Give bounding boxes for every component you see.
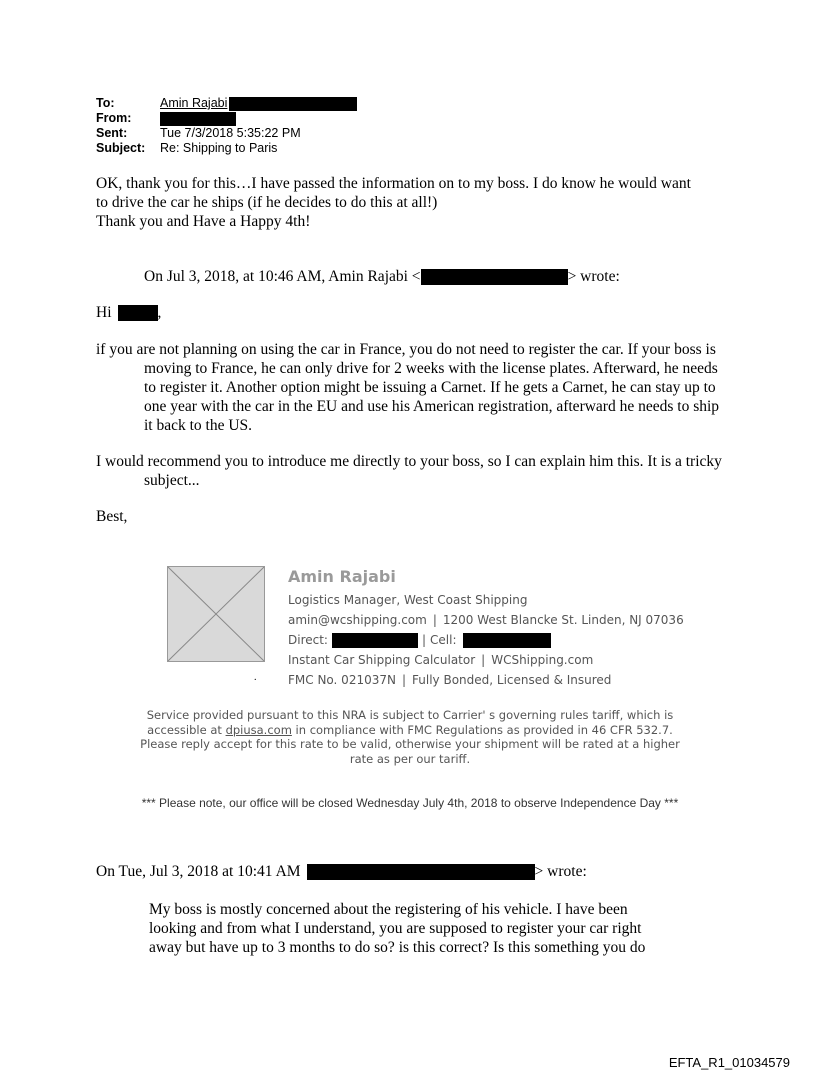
greeting-redaction (118, 305, 158, 321)
fmc-number: FMC No. 021037N (288, 673, 396, 687)
quote2-intro-suffix: > wrote: (534, 863, 587, 880)
to-label: To: (96, 96, 115, 110)
quote1-intro-prefix: On Jul 3, 2018, at 10:46 AM, Amin Rajabi < (144, 268, 421, 285)
reply-line-2: to drive the car he ships (if he decides to do this at all!) (96, 194, 438, 211)
document-id: EFTA_R1_01034579 (668, 1055, 790, 1070)
signature-contact (288, 610, 684, 630)
quote1-paragraph-1: if you are not planning on using the car in France, you do not need to register the car. If your boss is moving to France, he can only drive for 2 weeks with the license plates. Afterward, he needs to register it. Another option might be issuing a Carnet. If he gets a Carnet, he can stay up to one year with the car in the EU and use his American registration, afterward he needs to ship it back to the US. (96, 341, 720, 434)
signature-image-placeholder (167, 566, 265, 662)
fmc-separator: | (401, 673, 407, 687)
to-redaction (229, 97, 357, 111)
cell-label: Cell: (430, 633, 457, 647)
from-label: From: (96, 111, 132, 125)
website-link[interactable]: WCShipping.com (491, 653, 594, 667)
nra-notice-part1: Service provided pursuant to this NRA is subject to Carrier' s governing rules tariff, which is accessible at (146, 708, 674, 737)
reply-line-1: OK, thank you for this…I have passed the information on to my boss. I do know he would want (96, 175, 691, 192)
quote2-sender-redaction (307, 864, 535, 880)
direct-phone-redaction (332, 633, 418, 648)
calculator-link[interactable]: Instant Car Shipping Calculator (288, 653, 476, 667)
reply-body (96, 174, 736, 231)
quote1-intro-suffix: > wrote: (567, 268, 620, 285)
subject-row (96, 141, 357, 156)
greeting-comma: , (157, 304, 162, 321)
quote2-body: My boss is mostly concerned about the registering of his vehicle. I have been looking and from what I understand, you are supposed to register your car right away but have up to 3 months to do so? is this correct? Is this something you do (149, 901, 646, 956)
quote2-intro-prefix: On Tue, Jul 3, 2018 at 10:41 AM (96, 863, 301, 880)
subject-value: Re: Shipping to Paris (160, 141, 278, 155)
email-header (96, 96, 357, 156)
greeting (96, 303, 161, 322)
sent-label: Sent: (96, 126, 128, 140)
sent-row (96, 126, 357, 141)
phone-separator: | (421, 633, 427, 647)
nra-notice-part2: in compliance with FMC Regulations as provided in 46 CFR 532.7. Please reply accept for this rate to be valid, otherwise your shipment will be rated at a higher rate as per our tariff. (140, 722, 680, 766)
broken-image-icon (168, 567, 264, 661)
dpiusa-link[interactable]: dpiusa.com (225, 722, 292, 737)
office-closed-notice: *** Please note, our office will be closed Wednesday July 4th, 2018 to observe Independence Day *** (141, 796, 679, 810)
signature-block (288, 566, 684, 690)
signature-separator: | (432, 613, 437, 627)
reply-line-3: Thank you and Have a Happy 4th! (96, 213, 311, 230)
signature-links (288, 650, 684, 670)
sent-value: Tue 7/3/2018 5:35:22 PM (160, 126, 301, 140)
signature-fmc (288, 670, 684, 690)
from-row (96, 111, 357, 126)
greeting-text: Hi (96, 304, 112, 321)
signature-title: Logistics Manager, West Coast Shipping (288, 593, 528, 607)
from-redaction (160, 112, 236, 126)
signature-email[interactable]: amin@wcshipping.com (288, 613, 427, 627)
cell-phone-redaction (463, 633, 551, 648)
nra-notice (140, 708, 680, 766)
direct-label: Direct: (288, 633, 328, 647)
signature-address: 1200 West Blancke St. Linden, NJ 07036 (442, 613, 684, 627)
signature-dot: . (254, 672, 257, 683)
to-value: Amin Rajabi (160, 96, 228, 110)
quote1-email-redaction (421, 269, 568, 285)
signature-phones (288, 630, 684, 650)
closing: Best, (96, 508, 128, 525)
to-row (96, 96, 357, 111)
link-separator: | (481, 653, 486, 667)
quote1-paragraph-2: I would recommend you to introduce me directly to your boss, so I can explain him this. It is a tricky subject... (96, 453, 722, 489)
quote2-intro (96, 862, 587, 881)
quote1-intro (144, 267, 620, 286)
bonded-text: Fully Bonded, Licensed & Insured (412, 673, 612, 687)
signature-name: Amin Rajabi (288, 567, 396, 586)
subject-label: Subject: (96, 141, 146, 155)
